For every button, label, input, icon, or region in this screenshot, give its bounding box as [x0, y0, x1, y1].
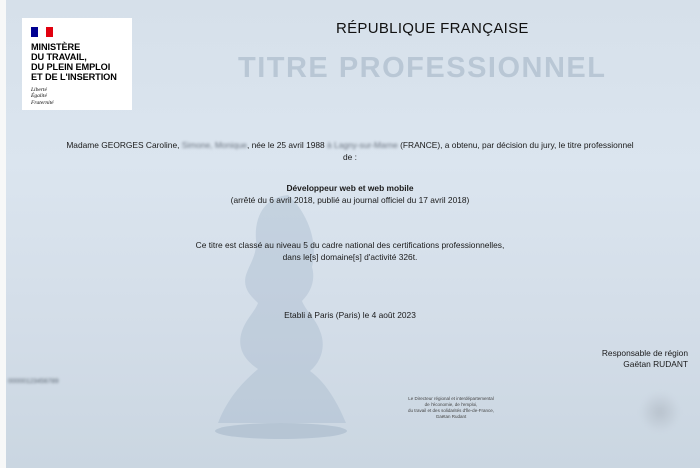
stamp-icon: [640, 392, 680, 432]
motto-line: Liberté: [31, 87, 47, 93]
intro-de: de :: [343, 151, 357, 162]
recipient-statement: [0, 140, 700, 163]
motto-line: Fraternité: [31, 99, 54, 106]
decree-reference: (arrêté du 6 avril 2018, publié au journal officiel du 17 avril 2018): [230, 194, 470, 205]
ministry-name-line: DU TRAVAIL,: [31, 52, 87, 62]
titre-professionnel-heading: TITRE PROFESSIONNEL: [238, 52, 607, 84]
signature-block: [395, 396, 507, 420]
domain-statement: dans le[s] domaine[s] d'activité 326t.: [282, 251, 418, 262]
serial-number: 00000123456789: [8, 378, 59, 385]
signature-line: de l'économie, de l'emploi,: [424, 402, 478, 407]
signature-line: Le Directeur régional et interdépartemental: [408, 396, 494, 401]
level-block: [0, 240, 700, 263]
ministry-name-line: ET DE L'INSERTION: [31, 72, 117, 82]
signature-line: Gaëtan Rudant: [435, 414, 467, 419]
level-statement: Ce titre est classé au niveau 5 du cadre national des certifications professionnelles,: [195, 240, 505, 250]
ministry-logo: [22, 18, 132, 110]
ministry-name-line: DU PLEIN EMPLOI: [31, 62, 111, 72]
redacted-first-names: Simone, Monique: [181, 140, 247, 150]
ministry-name-line: MINISTÈRE: [31, 42, 81, 52]
republic-motto: [31, 87, 54, 106]
diploma-name: Développeur web et web mobile: [286, 183, 414, 193]
established-date: Etabli à Paris (Paris) le 4 août 2023: [284, 310, 416, 320]
ministry-name: [31, 42, 131, 82]
birth-date: , née le 25 avril 1988: [246, 140, 325, 150]
responsable-block: [602, 348, 688, 370]
award-statement: (FRANCE), a obtenu, par décision du jury, le titre professionnel: [400, 140, 634, 150]
republique-francaise-heading: RÉPUBLIQUE FRANÇAISE: [336, 20, 529, 37]
redacted-birthplace: à Lagny-sur-Marne: [327, 140, 398, 150]
recipient-name: Madame GEORGES Caroline,: [66, 140, 180, 150]
responsable-role: Responsable de région: [601, 348, 688, 358]
motto-line: Égalité: [31, 93, 47, 100]
signature-line: du travail et des solidarités d'Île-de-France,: [408, 408, 494, 413]
established-block: [0, 310, 700, 322]
diploma-block: [0, 183, 700, 206]
french-flag-icon: [31, 27, 53, 37]
responsable-name: Gaëtan RUDANT: [623, 359, 688, 369]
recipient-line: [0, 140, 700, 152]
